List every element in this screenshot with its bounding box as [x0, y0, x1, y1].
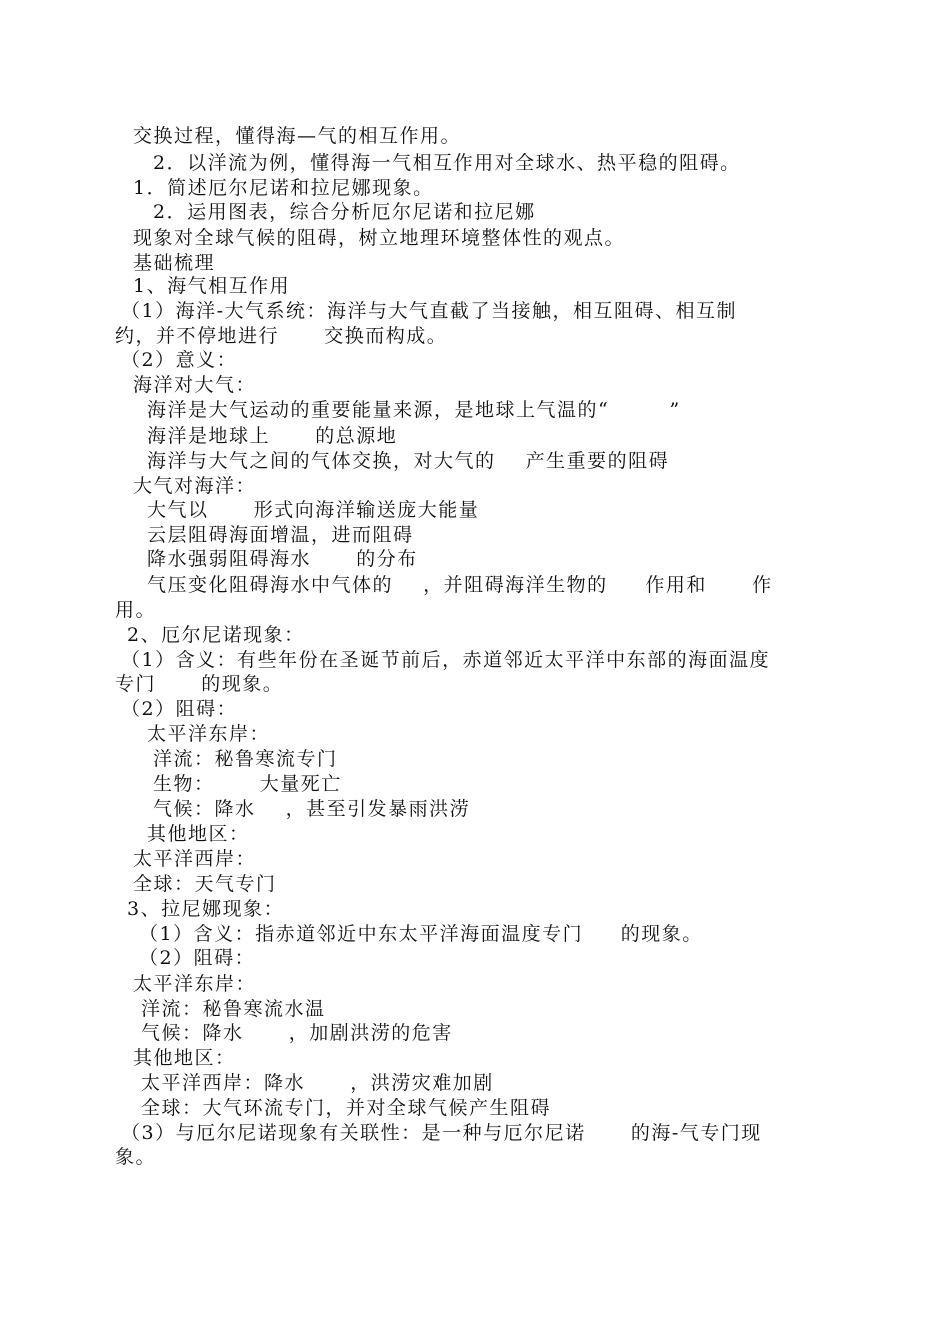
text-line: （3）与厄尔尼诺现象有关联性：是一种与厄尔尼诺 的海-气专门现	[121, 1122, 762, 1144]
text-line: 海洋对大气：	[133, 374, 257, 396]
text-line: 太平洋东岸：	[133, 973, 257, 995]
text-line: （1）含义：有些年份在圣诞节前后，赤道邻近太平洋中东部的海面温度	[121, 649, 771, 671]
text-line: 2．运用图表，综合分析厄尔尼诺和拉尼娜	[153, 201, 536, 223]
text-line: 象。	[115, 1146, 157, 1168]
section-heading: 基础梳理	[133, 252, 216, 274]
text-line: 海洋与大气之间的气体交换，对大气的 产生重要的阻碍	[147, 450, 670, 472]
text-line: （2）阻碍：	[121, 698, 238, 720]
text-line: 气候：降水 ，甚至引发暴雨洪涝	[153, 798, 471, 820]
section-heading: 2、厄尔尼诺现象：	[127, 624, 305, 646]
text-line: 生物： 大量死亡	[153, 773, 342, 795]
text-line: （2）阻碍：	[139, 947, 256, 969]
text-line: 洋流：秘鲁寒流专门	[153, 748, 338, 770]
text-line: 用。	[115, 599, 157, 621]
text-line: 全球：大气环流专门，并对全球气候产生阻碍	[141, 1097, 552, 1119]
text-line: 其他地区：	[147, 823, 250, 845]
section-heading: 3、拉尼娜现象：	[127, 898, 285, 920]
text-line: 其他地区：	[133, 1047, 236, 1069]
text-line: 2．以洋流为例，懂得海一气相互作用对全球水、热平稳的阻碍。	[153, 152, 741, 174]
text-line: 气压变化阻碍海水中气体的 ，并阻碍海洋生物的 作用和 作	[147, 574, 773, 596]
text-line: 气候：降水 ，加剧洪涝的危害	[141, 1022, 453, 1044]
text-line: 洋流：秘鲁寒流水温	[141, 998, 326, 1020]
text-line: 全球：天气专门	[133, 873, 277, 895]
text-line: （2）意义：	[121, 349, 238, 371]
text-line: 降水强弱阻碍海水 的分布	[147, 548, 418, 570]
text-line: 太平洋东岸：	[147, 723, 271, 745]
text-line: 云层阻碍海面增温，进而阻碍	[147, 524, 414, 546]
text-line: 专门 的现象。	[115, 673, 284, 695]
text-line: 海洋是地球上 的总源地	[147, 425, 398, 447]
text-line: 现象对全球气候的阻碍，树立地理环境整体性的观点。	[133, 227, 626, 249]
text-line: 太平洋西岸：降水 ，洪涝灾难加剧	[141, 1072, 494, 1094]
text-line: 交换过程，懂得海—气的相互作用。	[133, 125, 462, 147]
text-line: 大气对海洋：	[133, 475, 257, 497]
section-heading: 1、海气相互作用	[133, 275, 291, 297]
text-line: 1．简述厄尔尼诺和拉尼娜现象。	[133, 177, 434, 199]
text-line: 海洋是大气运动的重要能量来源，是地球上气温的“ ”	[147, 399, 681, 421]
text-line: （1）含义：指赤道邻近中东太平洋海面温度专门 的现象。	[139, 923, 703, 945]
text-line: 大气以 形式向海洋输送庞大能量	[147, 499, 480, 521]
text-line: （1）海洋-大气系统：海洋与大气直截了当接触，相互阻碍、相互制	[121, 300, 738, 322]
text-line: 太平洋西岸：	[133, 848, 257, 870]
text-line: 约，并不停地进行 交换而构成。	[115, 325, 448, 347]
